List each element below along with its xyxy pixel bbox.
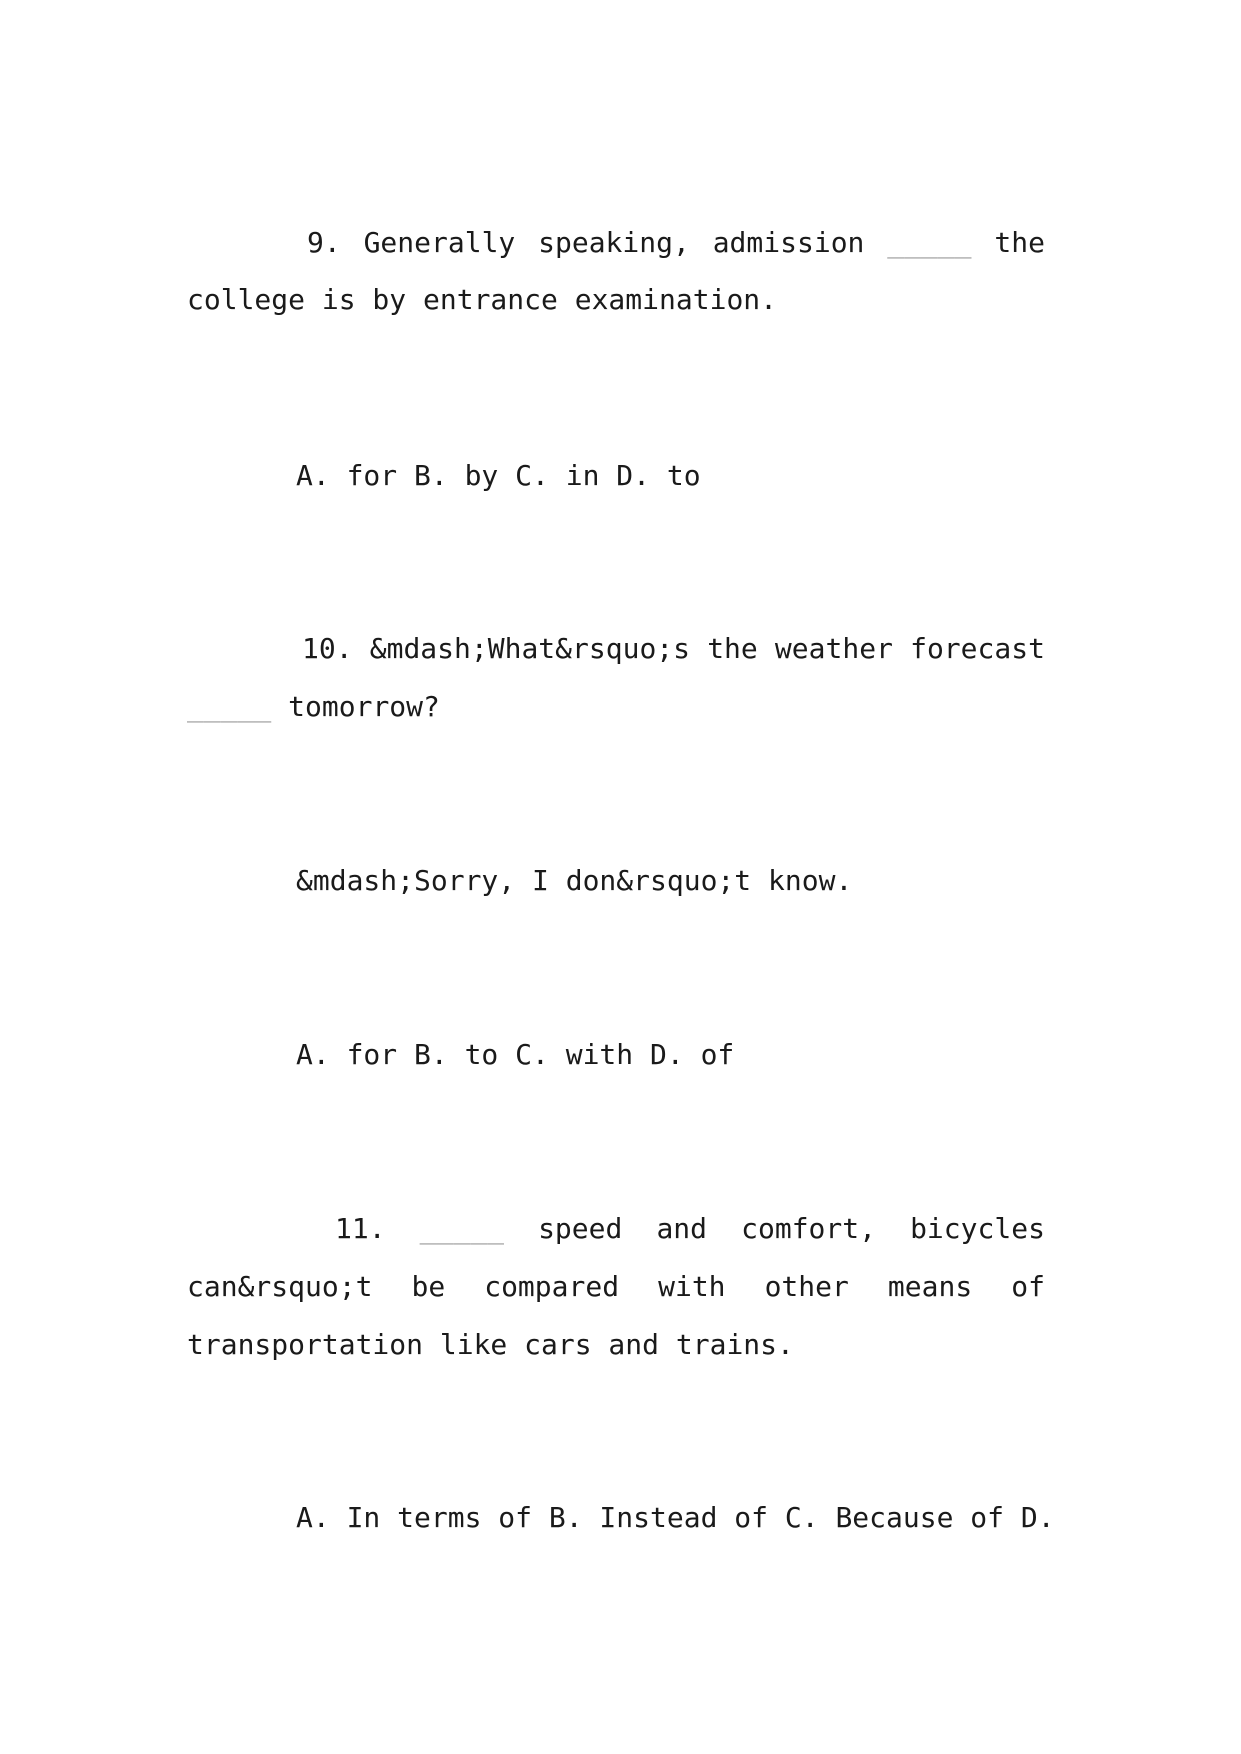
q9-word: speaking, (538, 226, 690, 259)
q9-line-1 (187, 223, 1045, 263)
q9-line-2: college is by entrance examination. (187, 283, 778, 316)
q9-options: A. for B. by C. in D. to (296, 459, 701, 492)
q11-word: can&rsquo;t (187, 1270, 373, 1303)
q11-word: compared (484, 1270, 620, 1303)
q10-number: 10. (302, 632, 353, 665)
q10-word: &mdash;What&rsquo;s (369, 632, 691, 665)
q10-word: forecast (910, 632, 1045, 665)
q11-blank: _____ (419, 1212, 504, 1245)
q11-word: be (411, 1270, 446, 1303)
q11-word: with (658, 1270, 726, 1303)
q9-word: Generally (363, 226, 516, 259)
q9-word: admission (712, 226, 865, 259)
q9-word: the (994, 226, 1045, 259)
q10-word: the (707, 632, 758, 665)
q10-line-1 (187, 629, 1045, 669)
q11-word: speed (538, 1212, 623, 1245)
q11-word: other (764, 1270, 849, 1303)
q10-word: tomorrow? (288, 690, 440, 723)
q9-number: 9. (307, 226, 341, 259)
q11-line-1 (187, 1209, 1045, 1249)
q11-line-2 (187, 1267, 1045, 1307)
q10-reply: &mdash;Sorry, I don&rsquo;t know. (296, 864, 853, 897)
q10-word: weather (774, 632, 893, 665)
q9-blank: _____ (887, 226, 972, 259)
q11-word: means (887, 1270, 973, 1303)
q11-number: 11. (335, 1212, 386, 1245)
q11-word: comfort, (741, 1212, 876, 1245)
q11-word: bicycles (910, 1212, 1045, 1245)
q11-word: of (1011, 1270, 1045, 1303)
q10-line-2 (187, 687, 1045, 727)
q10-blank: _____ (187, 690, 272, 723)
q11-line-3: transportation like cars and trains. (187, 1328, 794, 1361)
q10-options: A. for B. to C. with D. of (296, 1038, 735, 1071)
q11-options: A. In terms of B. Instead of C. Because of D. (296, 1501, 1055, 1534)
q11-word: and (656, 1212, 708, 1245)
